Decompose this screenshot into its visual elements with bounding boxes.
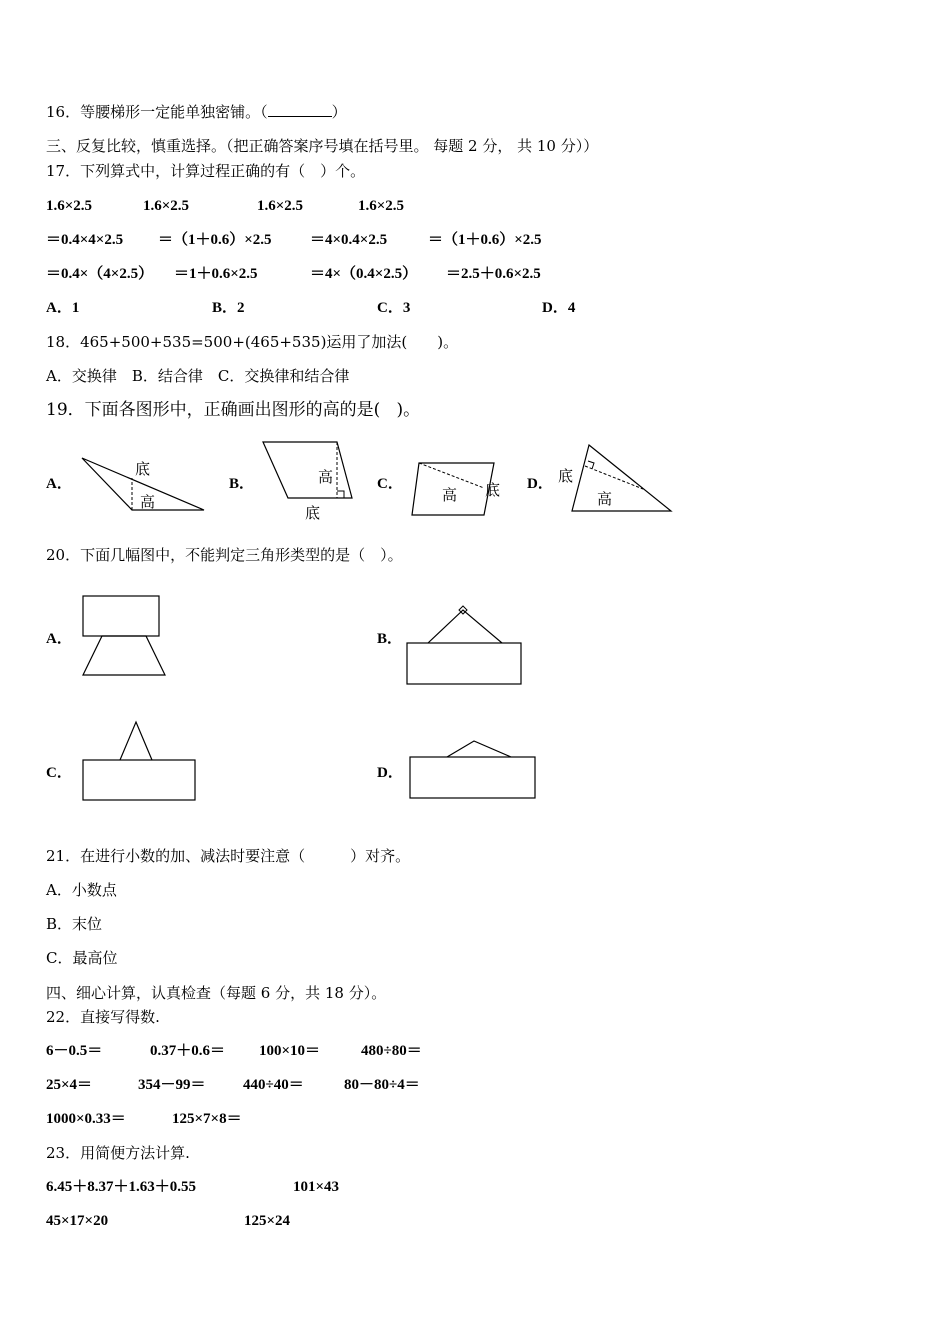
height-label: 高 bbox=[140, 493, 156, 511]
q20-label-d[interactable]: D． bbox=[377, 765, 403, 781]
q17-option-d[interactable]: D．4 bbox=[542, 300, 576, 316]
q22-expr: 0.37＋0.6＝ bbox=[150, 1043, 226, 1059]
parallelogram-shape bbox=[263, 442, 352, 498]
q20-figure-a bbox=[83, 596, 165, 675]
q20-label-a[interactable]: A． bbox=[46, 631, 72, 647]
q19-label-a[interactable]: A． bbox=[46, 476, 72, 492]
q17-expr: 1.6×2.5 bbox=[358, 198, 405, 214]
q19-figure-c bbox=[412, 463, 500, 515]
question-16: 16．等腰梯形一定能单独密铺。（ ） bbox=[46, 103, 347, 121]
height-line bbox=[419, 463, 484, 488]
q21-option-b[interactable]: B．末位 bbox=[46, 915, 103, 933]
q23-expr: 6.45＋8.37＋1.63＋0.55 bbox=[46, 1179, 197, 1195]
triangle-part bbox=[120, 722, 152, 760]
q22-expr: 100×10＝ bbox=[259, 1043, 321, 1059]
base-label: 底 bbox=[558, 467, 574, 485]
q17-expr: 1.6×2.5 bbox=[46, 198, 93, 214]
q23-expr: 101×43 bbox=[293, 1179, 340, 1195]
question-18-stem: 18．465+500+535=500+(465+535)运用了加法( )。 bbox=[46, 333, 459, 351]
height-label: 高 bbox=[442, 486, 458, 504]
section-3-heading: 三、反复比较，慎重选择。（把正确答案序号填在括号里。 每题 2 分， 共 10 分）） bbox=[46, 137, 599, 155]
q23-expr: 45×17×20 bbox=[46, 1213, 109, 1229]
cover-rectangle bbox=[410, 757, 535, 798]
base-label: 底 bbox=[305, 504, 321, 522]
triangle-shape bbox=[572, 445, 671, 511]
q20-figure-b bbox=[407, 606, 521, 684]
cover-rectangle bbox=[83, 596, 159, 636]
triangle-part bbox=[83, 636, 165, 675]
q18-options[interactable]: A．交换律 B．结合律 C．交换律和结合律 bbox=[46, 367, 350, 385]
q19-label-d[interactable]: D． bbox=[527, 476, 553, 492]
q17-expr: ＝（1＋0.6）×2.5 bbox=[428, 232, 542, 248]
q21-option-c[interactable]: C．最高位 bbox=[46, 949, 118, 967]
q17-expr: ＝0.4×4×2.5 bbox=[46, 232, 124, 248]
q22-expr: 6－0.5＝ bbox=[46, 1043, 103, 1059]
q21-option-a[interactable]: A．小数点 bbox=[46, 881, 117, 899]
q17-option-a[interactable]: A．1 bbox=[46, 300, 80, 316]
base-label: 底 bbox=[135, 460, 151, 478]
right-angle-mark bbox=[337, 491, 344, 498]
q20-figure-c bbox=[83, 722, 195, 800]
q17-expr: ＝4×（0.4×2.5） bbox=[310, 266, 418, 282]
question-22-stem: 22．直接写得数. bbox=[46, 1008, 160, 1026]
cover-rectangle bbox=[407, 643, 521, 684]
q19-label-c[interactable]: C． bbox=[377, 476, 403, 492]
q22-expr: 354－99＝ bbox=[138, 1077, 206, 1093]
question-21-stem: 21．在进行小数的加、减法时要注意（ ）对齐。 bbox=[46, 847, 411, 865]
q17-expr: ＝0.4×（4×2.5） bbox=[46, 266, 154, 282]
question-17-stem: 17．下列算式中，计算过程正确的有（ ）个。 bbox=[46, 162, 366, 180]
question-20-stem: 20．下面几幅图中，不能判定三角形类型的是（ ）。 bbox=[46, 546, 403, 564]
q19-figure-d bbox=[558, 445, 671, 511]
q19-figure-b bbox=[263, 442, 352, 522]
question-19-stem: 19．下面各图形中，正确画出图形的高的是( )。 bbox=[46, 400, 421, 420]
q17-expr: ＝2.5＋0.6×2.5 bbox=[446, 266, 541, 282]
q19-figure-a bbox=[82, 458, 204, 511]
question-23-stem: 23．用简便方法计算. bbox=[46, 1144, 190, 1162]
cover-rectangle bbox=[83, 760, 195, 800]
height-label: 高 bbox=[318, 468, 334, 486]
q22-expr: 80－80÷4＝ bbox=[344, 1077, 420, 1093]
q23-expr: 125×24 bbox=[244, 1213, 291, 1229]
q17-expr: 1.6×2.5 bbox=[143, 198, 190, 214]
q19-label-b[interactable]: B． bbox=[229, 476, 255, 492]
base-label: 底 bbox=[485, 481, 501, 499]
q17-expr: ＝（1＋0.6）×2.5 bbox=[158, 232, 272, 248]
right-angle-mark bbox=[588, 461, 594, 469]
q22-expr: 25×4＝ bbox=[46, 1077, 93, 1093]
q17-expr: ＝1＋0.6×2.5 bbox=[174, 266, 258, 282]
q22-expr: 1000×0.33＝ bbox=[46, 1111, 126, 1127]
q20-label-c[interactable]: C． bbox=[46, 765, 72, 781]
q20-label-b[interactable]: B． bbox=[377, 631, 403, 647]
q17-option-c[interactable]: C．3 bbox=[377, 300, 411, 316]
triangle-part bbox=[428, 610, 502, 643]
q22-expr: 480÷80＝ bbox=[361, 1043, 422, 1059]
q17-expr: ＝4×0.4×2.5 bbox=[310, 232, 388, 248]
q17-option-b[interactable]: B．2 bbox=[212, 300, 245, 316]
height-label: 高 bbox=[597, 490, 613, 508]
q22-expr: 440÷40＝ bbox=[243, 1077, 304, 1093]
height-line bbox=[585, 466, 643, 489]
section-4-heading: 四、细心计算，认真检查（每题 6 分，共 18 分）。 bbox=[46, 984, 387, 1002]
triangle-part bbox=[447, 741, 511, 757]
q20-figure-d bbox=[410, 741, 535, 798]
q17-expr: 1.6×2.5 bbox=[257, 198, 304, 214]
q22-expr: 125×7×8＝ bbox=[172, 1111, 242, 1127]
